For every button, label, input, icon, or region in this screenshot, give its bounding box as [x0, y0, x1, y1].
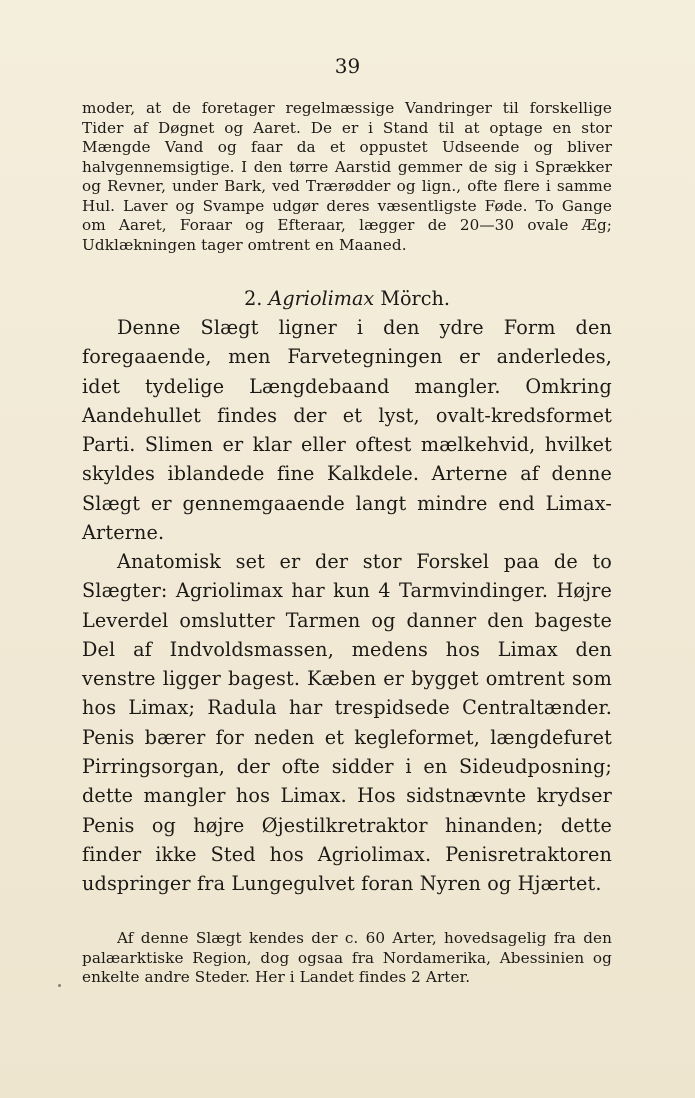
genus-name: Agriolimax: [268, 287, 375, 310]
section-number: 2.: [244, 287, 263, 310]
paragraph-continuation: moder, at de foretager regelmæssige Vandringer til forskellige Tider af Døgnet og Aaret. De er i Stand til at optage en stor Mængde Vand og faar da et oppustet Udseende og bliver halvgennemsigtige. I den tørre Aarstid gemmer de sig i Sprækker og Revner, under Bark, ved Trærødder og lign., ofte flere i samme Hul. Laver og Svampe udgør deres væsentligste Føde. To Gange om Aaret, Foraar og Efteraar, lægger de 20—30 ovale Æg; Udklækningen tager omtrent en Maaned.: [82, 99, 612, 254]
genus-author: Mörch.: [380, 287, 450, 310]
section-heading: [82, 285, 612, 313]
page-number: 39: [334, 54, 361, 78]
paragraph-description: Denne Slægt ligner i den ydre Form den foregaaende, men Farvetegningen er anderledes, idet tydelige Længdebaand mangler. Omkring Aandehullet findes der et lyst, ovalt-kredsformet Parti. Slimen er klar eller oftest mælkehvid, hvilket skyldes iblandede fine Kalkdele. Arterne af denne Slægt er gennemgaaende langt mindre end Limax-Arterne.: [82, 316, 612, 545]
paragraph-anatomy: Anatomisk set er der stor Forskel paa de to Slægter: Agriolimax har kun 4 Tarmvindinger. Højre Leverdel omslutter Tarmen og danner den bageste Del af Indvoldsmassen, medens hos Limax den venstre ligger bagest. Kæben er bygget omtrent som hos Limax; Radula har trespidsede Centraltænder. Penis bærer for neden et kegleformet, længdefuret Pirringsorgan, der ofte sidder i en Sideudposning; dette mangler hos Limax. Hos sidstnævnte krydser Penis og højre Øjestilkretraktor hinanden; dette finder ikke Sted hos Agriolimax. Penisretraktoren udspringer fra Lungegulvet foran Nyren og Hjærtet.: [82, 550, 612, 896]
paper-speck: [58, 984, 61, 987]
paragraph-distribution: Af denne Slægt kendes der c. 60 Arter, hovedsagelig fra den palæarktiske Region, dog ogsaa fra Nordamerika, Abessinien og enkelte andre Steder. Her i Landet findes 2 Arter.: [82, 929, 612, 986]
